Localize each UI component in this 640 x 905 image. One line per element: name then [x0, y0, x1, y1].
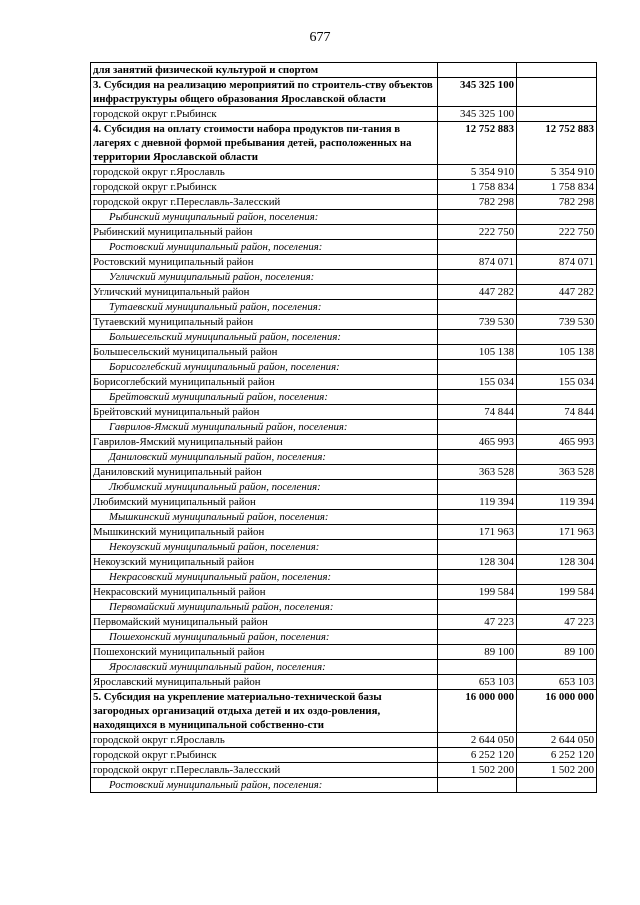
subgroup-row [91, 210, 597, 225]
value-cell-2 [517, 107, 597, 122]
subgroup-row [91, 330, 597, 345]
row-name-cell: Борисоглебский муниципальный район, поселения: [91, 360, 438, 375]
value-cell-2: 12 752 883 [517, 122, 597, 165]
table-row [91, 225, 597, 240]
value-cell-2: 74 844 [517, 405, 597, 420]
table-row [91, 465, 597, 480]
row-name-cell: Даниловский муниципальный район [91, 465, 438, 480]
section-header-row [91, 63, 597, 78]
subgroup-row [91, 480, 597, 495]
value-cell-2: 874 071 [517, 255, 597, 270]
row-name-cell: Даниловский муниципальный район, поселения: [91, 450, 438, 465]
table-row [91, 285, 597, 300]
row-name-cell: Брейтовский муниципальный район, поселения: [91, 390, 438, 405]
value-cell-2: 1 502 200 [517, 763, 597, 778]
value-cell-2: 363 528 [517, 465, 597, 480]
subgroup-row [91, 570, 597, 585]
value-cell-1: 465 993 [438, 435, 517, 450]
value-cell-2 [517, 390, 597, 405]
subgroup-row [91, 240, 597, 255]
row-name-cell: 5. Субсидия на укрепление материально-технической базы загородных организаций отдыха детей и их оздо-ровления, находящихся в муниципальной собственно-сти [91, 690, 438, 733]
table-row [91, 165, 597, 180]
value-cell-1: 155 034 [438, 375, 517, 390]
row-name-cell: Мышкинский муниципальный район [91, 525, 438, 540]
row-name-cell: Первомайский муниципальный район, поселения: [91, 600, 438, 615]
value-cell-2 [517, 450, 597, 465]
section-header-row [91, 122, 597, 165]
value-cell-2 [517, 480, 597, 495]
value-cell-1: 1 758 834 [438, 180, 517, 195]
value-cell-1 [438, 630, 517, 645]
table-row [91, 763, 597, 778]
value-cell-1: 12 752 883 [438, 122, 517, 165]
value-cell-1: 6 252 120 [438, 748, 517, 763]
value-cell-2: 171 963 [517, 525, 597, 540]
value-cell-1 [438, 480, 517, 495]
row-name-cell: Угличский муниципальный район, поселения: [91, 270, 438, 285]
value-cell-1: 5 354 910 [438, 165, 517, 180]
table-row [91, 495, 597, 510]
row-name-cell: 4. Субсидия на оплату стоимости набора продуктов пи-тания в лагерях с дневной формой пребывания детей, расположенных на территории Ярославской области [91, 122, 438, 165]
row-name-cell: Ярославский муниципальный район [91, 675, 438, 690]
value-cell-1 [438, 778, 517, 793]
value-cell-1: 119 394 [438, 495, 517, 510]
value-cell-2: 653 103 [517, 675, 597, 690]
row-name-cell: городской округ г.Переславль-Залесский [91, 195, 438, 210]
table-row [91, 615, 597, 630]
value-cell-1 [438, 210, 517, 225]
value-cell-2 [517, 660, 597, 675]
value-cell-2: 1 758 834 [517, 180, 597, 195]
row-name-cell: Пошехонский муниципальный район, поселения: [91, 630, 438, 645]
value-cell-1: 199 584 [438, 585, 517, 600]
value-cell-1: 874 071 [438, 255, 517, 270]
section-header-row [91, 690, 597, 733]
value-cell-2 [517, 210, 597, 225]
value-cell-1: 653 103 [438, 675, 517, 690]
value-cell-1 [438, 450, 517, 465]
row-name-cell: Ярославский муниципальный район, поселения: [91, 660, 438, 675]
value-cell-2: 105 138 [517, 345, 597, 360]
table-row [91, 255, 597, 270]
table-row [91, 315, 597, 330]
subgroup-row [91, 300, 597, 315]
value-cell-1: 222 750 [438, 225, 517, 240]
value-cell-2: 447 282 [517, 285, 597, 300]
subgroup-row [91, 630, 597, 645]
subgroup-row [91, 778, 597, 793]
value-cell-2 [517, 63, 597, 78]
value-cell-2 [517, 510, 597, 525]
value-cell-2 [517, 360, 597, 375]
row-name-cell: Тутаевский муниципальный район, поселения: [91, 300, 438, 315]
value-cell-2 [517, 420, 597, 435]
subsidy-table [90, 62, 597, 793]
value-cell-1 [438, 63, 517, 78]
table-row [91, 345, 597, 360]
row-name-cell: Гаврилов-Ямский муниципальный район, поселения: [91, 420, 438, 435]
table-row [91, 405, 597, 420]
subgroup-row [91, 510, 597, 525]
value-cell-1 [438, 330, 517, 345]
row-name-cell: городской округ г.Ярославль [91, 165, 438, 180]
value-cell-1 [438, 240, 517, 255]
value-cell-2: 465 993 [517, 435, 597, 450]
value-cell-2: 155 034 [517, 375, 597, 390]
subgroup-row [91, 540, 597, 555]
table-row [91, 525, 597, 540]
row-name-cell: для занятий физической культурой и спортом [91, 63, 438, 78]
subgroup-row [91, 360, 597, 375]
row-name-cell: Ростовский муниципальный район, поселения: [91, 240, 438, 255]
value-cell-1 [438, 270, 517, 285]
value-cell-2: 119 394 [517, 495, 597, 510]
row-name-cell: городской округ г.Рыбинск [91, 748, 438, 763]
value-cell-2: 16 000 000 [517, 690, 597, 733]
subgroup-row [91, 600, 597, 615]
value-cell-2 [517, 778, 597, 793]
value-cell-1 [438, 570, 517, 585]
value-cell-2 [517, 300, 597, 315]
value-cell-2 [517, 540, 597, 555]
table-row [91, 375, 597, 390]
row-name-cell: Ростовский муниципальный район, поселения: [91, 778, 438, 793]
value-cell-1: 782 298 [438, 195, 517, 210]
value-cell-1: 105 138 [438, 345, 517, 360]
value-cell-1 [438, 660, 517, 675]
value-cell-1: 739 530 [438, 315, 517, 330]
value-cell-1: 363 528 [438, 465, 517, 480]
value-cell-2: 782 298 [517, 195, 597, 210]
subgroup-row [91, 660, 597, 675]
value-cell-2: 89 100 [517, 645, 597, 660]
table-row [91, 180, 597, 195]
value-cell-2: 199 584 [517, 585, 597, 600]
table-row [91, 435, 597, 450]
page-number: 677 [309, 30, 331, 45]
table-row [91, 733, 597, 748]
value-cell-1 [438, 540, 517, 555]
table-row [91, 675, 597, 690]
row-name-cell: городской округ г.Переславль-Залесский [91, 763, 438, 778]
row-name-cell: Борисоглебский муниципальный район [91, 375, 438, 390]
value-cell-1 [438, 390, 517, 405]
row-name-cell: Некрасовский муниципальный район [91, 585, 438, 600]
row-name-cell: Мышкинский муниципальный район, поселения: [91, 510, 438, 525]
value-cell-1: 16 000 000 [438, 690, 517, 733]
value-cell-1 [438, 510, 517, 525]
table-row [91, 645, 597, 660]
value-cell-1: 171 963 [438, 525, 517, 540]
value-cell-1 [438, 420, 517, 435]
value-cell-1: 1 502 200 [438, 763, 517, 778]
value-cell-1: 74 844 [438, 405, 517, 420]
section-header-row [91, 78, 597, 107]
table-row [91, 195, 597, 210]
row-name-cell: Некрасовский муниципальный район, поселения: [91, 570, 438, 585]
row-name-cell: городской округ г.Рыбинск [91, 107, 438, 122]
row-name-cell: Любимский муниципальный район [91, 495, 438, 510]
row-name-cell: Большесельский муниципальный район, поселения: [91, 330, 438, 345]
row-name-cell: Угличский муниципальный район [91, 285, 438, 300]
value-cell-2 [517, 240, 597, 255]
value-cell-2 [517, 630, 597, 645]
value-cell-2: 47 223 [517, 615, 597, 630]
value-cell-2: 6 252 120 [517, 748, 597, 763]
value-cell-2 [517, 270, 597, 285]
value-cell-2 [517, 78, 597, 107]
row-name-cell: Пошехонский муниципальный район [91, 645, 438, 660]
value-cell-2: 5 354 910 [517, 165, 597, 180]
row-name-cell: Рыбинский муниципальный район [91, 225, 438, 240]
value-cell-1: 128 304 [438, 555, 517, 570]
value-cell-2 [517, 570, 597, 585]
value-cell-1: 345 325 100 [438, 107, 517, 122]
value-cell-1: 447 282 [438, 285, 517, 300]
value-cell-2 [517, 600, 597, 615]
subgroup-row [91, 450, 597, 465]
subgroup-row [91, 390, 597, 405]
value-cell-2: 2 644 050 [517, 733, 597, 748]
value-cell-1: 345 325 100 [438, 78, 517, 107]
table-row [91, 748, 597, 763]
subgroup-row [91, 270, 597, 285]
value-cell-2 [517, 330, 597, 345]
row-name-cell: городской округ г.Ярославль [91, 733, 438, 748]
value-cell-1 [438, 600, 517, 615]
value-cell-2: 128 304 [517, 555, 597, 570]
row-name-cell: Рыбинский муниципальный район, поселения: [91, 210, 438, 225]
row-name-cell: Некоузский муниципальный район [91, 555, 438, 570]
row-name-cell: городской округ г.Рыбинск [91, 180, 438, 195]
value-cell-1: 89 100 [438, 645, 517, 660]
row-name-cell: Ростовский муниципальный район [91, 255, 438, 270]
subgroup-row [91, 420, 597, 435]
value-cell-1: 47 223 [438, 615, 517, 630]
row-name-cell: Тутаевский муниципальный район [91, 315, 438, 330]
value-cell-1 [438, 300, 517, 315]
value-cell-2: 739 530 [517, 315, 597, 330]
row-name-cell: Некоузский муниципальный район, поселения: [91, 540, 438, 555]
table-row [91, 585, 597, 600]
table-row [91, 107, 597, 122]
row-name-cell: 3. Субсидия на реализацию мероприятий по строитель-ству объектов инфраструктуры общего образования Ярославской области [91, 78, 438, 107]
row-name-cell: Гаврилов-Ямский муниципальный район [91, 435, 438, 450]
value-cell-2: 222 750 [517, 225, 597, 240]
value-cell-1: 2 644 050 [438, 733, 517, 748]
row-name-cell: Первомайский муниципальный район [91, 615, 438, 630]
row-name-cell: Любимский муниципальный район, поселения: [91, 480, 438, 495]
table-row [91, 555, 597, 570]
row-name-cell: Брейтовский муниципальный район [91, 405, 438, 420]
row-name-cell: Большесельский муниципальный район [91, 345, 438, 360]
value-cell-1 [438, 360, 517, 375]
